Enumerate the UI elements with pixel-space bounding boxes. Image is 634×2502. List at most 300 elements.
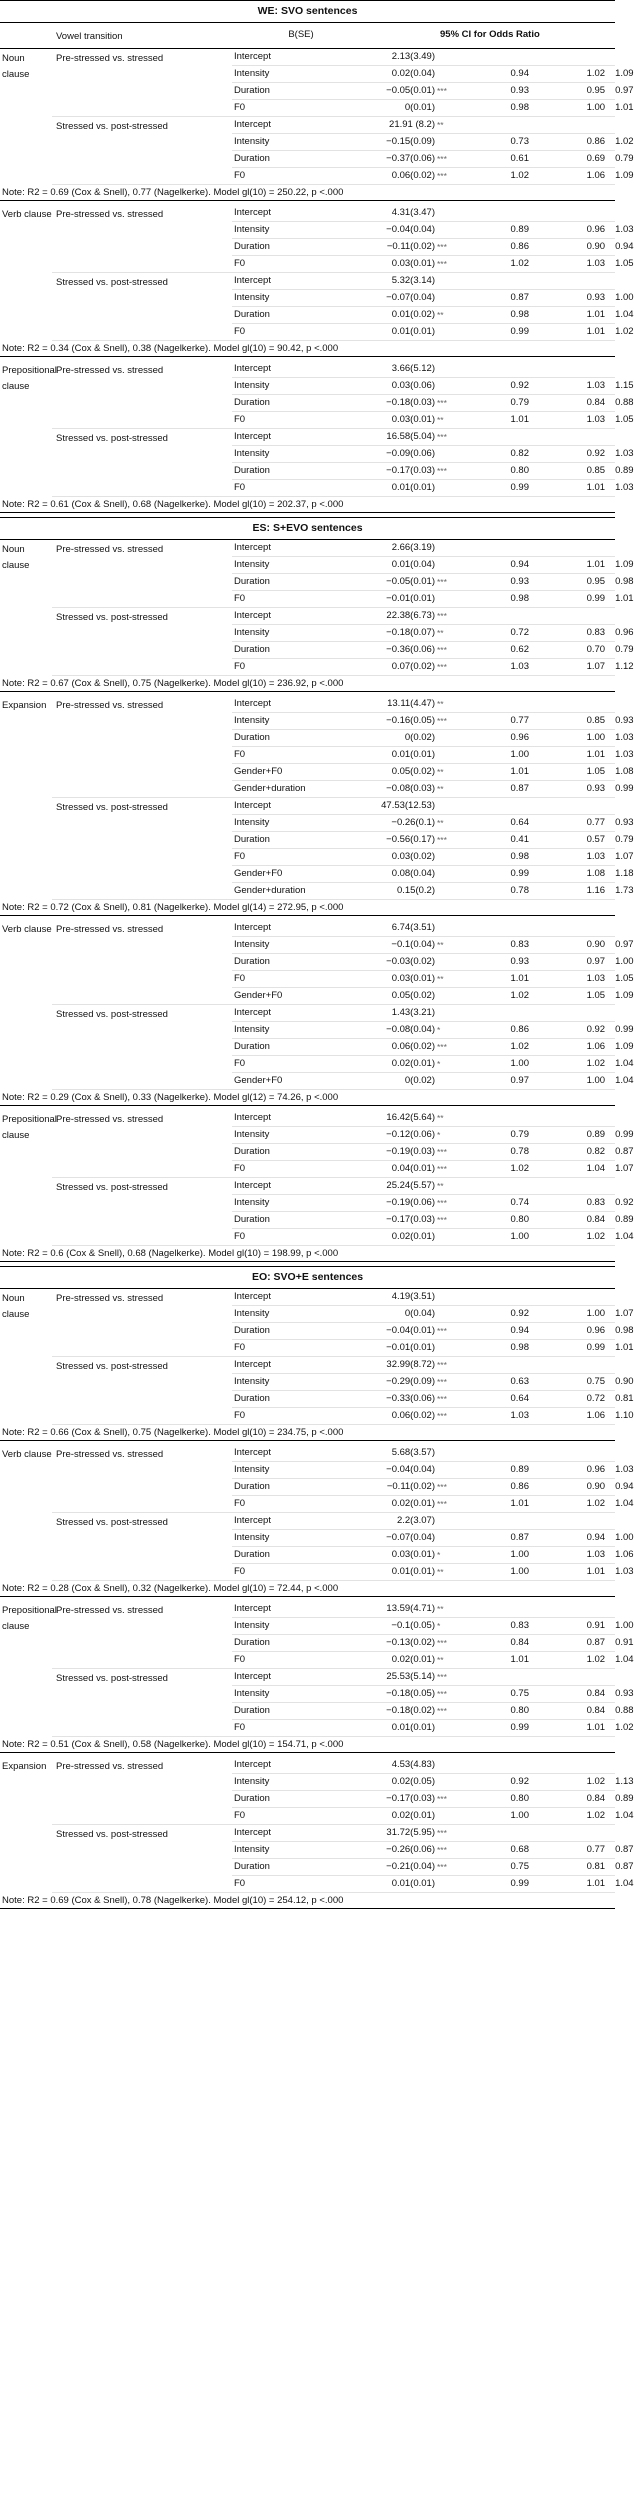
coefficient-cell: 1.43(3.21) (346, 1005, 436, 1022)
coefficient-cell: 25.53(5.14) (346, 1669, 436, 1686)
coefficient-cell: −0.16(0.05) (346, 713, 436, 730)
coefficient-cell: −0.01(0.01) (346, 1340, 436, 1357)
significance-cell (436, 205, 490, 222)
ci-lower-cell: 0.75 (490, 1859, 539, 1876)
vowel-transition-label: Pre-stressed vs. stressed (52, 1601, 232, 1669)
section-title: EO: SVO+E sentences (0, 1267, 615, 1289)
model-note-row (0, 1090, 615, 1106)
predictor-cell: Duration (232, 730, 346, 747)
table-row: Intensity −0.18(0.05) *** 0.75 0.84 0.93 (0, 1686, 615, 1703)
predictor-cell: Intensity (232, 625, 346, 642)
ci-lower-cell: 0.99 (490, 480, 539, 497)
coefficient-cell: −0.29(0.09) (346, 1374, 436, 1391)
odds-ratio-cell: 1.00 (539, 1306, 615, 1323)
table-row: Intensity 0.02(0.04) 0.94 1.02 1.09 (0, 66, 615, 83)
ci-lower-cell (490, 1757, 539, 1774)
table-row: F0 0.02(0.01) ** 1.01 1.02 1.04 (0, 1652, 615, 1669)
predictor-cell: Intercept (232, 540, 346, 557)
ci-lower-cell: 0.75 (490, 1686, 539, 1703)
ci-lower-cell: 1.01 (490, 412, 539, 429)
significance-cell: *** (436, 574, 490, 591)
ci-lower-cell: 0.98 (490, 307, 539, 324)
table-row: Intensity 0.01(0.04) 0.94 1.01 1.09 (0, 557, 615, 574)
predictor-cell: F0 (232, 168, 346, 185)
coefficient-cell: 0.03(0.01) (346, 412, 436, 429)
significance-cell: ** (436, 412, 490, 429)
odds-ratio-cell: 0.93 (539, 781, 615, 798)
clause-label: Noun clause (2, 1293, 30, 1320)
table-row: F0 0.01(0.01) 1.00 1.01 1.03 (0, 747, 615, 764)
odds-ratio-cell: 0.77 (539, 1842, 615, 1859)
coefficient-cell: 0.01(0.01) (346, 480, 436, 497)
odds-ratio-cell (539, 429, 615, 446)
odds-ratio-cell: 1.03 (539, 412, 615, 429)
table-row: Intensity −0.08(0.04) * 0.86 0.92 0.99 (0, 1022, 615, 1039)
table-row: F0 0.01(0.01) 0.99 1.01 1.02 (0, 1720, 615, 1737)
predictor-cell: Duration (232, 1144, 346, 1161)
predictor-cell: Intercept (232, 117, 346, 134)
model-note: Note: R2 = 0.66 (Cox & Snell), 0.75 (Nagelkerke). Model gl(10) = 234.75, p <.000 (0, 1425, 615, 1441)
coefficient-cell: −0.08(0.04) (346, 1022, 436, 1039)
significance-cell: ** (436, 1564, 490, 1581)
table-row (0, 1757, 615, 1774)
ci-lower-cell: 0.93 (490, 574, 539, 591)
predictor-cell: Intensity (232, 1195, 346, 1212)
predictor-cell: Duration (232, 151, 346, 168)
predictor-cell: Intensity (232, 222, 346, 239)
odds-ratio-cell: 0.92 (539, 1022, 615, 1039)
significance-cell (436, 798, 490, 815)
odds-ratio-cell: 1.08 (539, 866, 615, 883)
significance-cell (436, 1876, 490, 1893)
predictor-cell: Duration (232, 1479, 346, 1496)
coefficient-cell: −0.11(0.02) (346, 1479, 436, 1496)
coefficient-cell: −0.08(0.03) (346, 781, 436, 798)
odds-ratio-cell (539, 696, 615, 713)
predictor-cell: Duration (232, 954, 346, 971)
ci-lower-cell: 0.78 (490, 883, 539, 900)
vowel-transition-label: Stressed vs. post-stressed (52, 798, 232, 900)
vowel-transition-label: Stressed vs. post-stressed (52, 273, 232, 341)
table-row (0, 920, 615, 937)
predictor-cell: F0 (232, 1408, 346, 1425)
ci-lower-cell: 0.82 (490, 446, 539, 463)
ci-lower-cell: 0.72 (490, 625, 539, 642)
coefficient-cell: 2.13(3.49) (346, 49, 436, 66)
coefficient-cell: 4.19(3.51) (346, 1289, 436, 1306)
model-note: Note: R2 = 0.28 (Cox & Snell), 0.32 (Nagelkerke). Model gl(10) = 72.44, p <.000 (0, 1581, 615, 1597)
predictor-cell: Intercept (232, 696, 346, 713)
coefficient-cell: 31.72(5.95) (346, 1825, 436, 1842)
table-row: Intensity −0.12(0.06) * 0.79 0.89 0.99 (0, 1127, 615, 1144)
table-row (0, 1601, 615, 1618)
significance-cell: ** (436, 781, 490, 798)
coefficient-cell: 0.01(0.02) (346, 307, 436, 324)
significance-cell (436, 134, 490, 151)
predictor-cell: F0 (232, 1652, 346, 1669)
odds-ratio-cell (539, 1289, 615, 1306)
model-note: Note: R2 = 0.34 (Cox & Snell), 0.38 (Nagelkerke). Model gl(10) = 90.42, p <.000 (0, 341, 615, 357)
table-row: Intensity −0.16(0.05) *** 0.77 0.85 0.93 (0, 713, 615, 730)
table-row: Intensity −0.09(0.06) 0.82 0.92 1.03 (0, 446, 615, 463)
odds-ratio-cell: 1.02 (539, 1229, 615, 1246)
table-row (0, 1669, 615, 1686)
ci-lower-cell: 0.84 (490, 1635, 539, 1652)
ci-lower-cell: 1.00 (490, 1808, 539, 1825)
table-row: Duration −0.18(0.02) *** 0.80 0.84 0.88 (0, 1703, 615, 1720)
odds-ratio-cell: 1.02 (539, 1808, 615, 1825)
significance-cell (436, 1306, 490, 1323)
predictor-cell: Intensity (232, 1842, 346, 1859)
significance-cell (436, 1757, 490, 1774)
ci-lower-cell (490, 1669, 539, 1686)
odds-ratio-cell: 1.01 (539, 324, 615, 341)
odds-ratio-cell: 1.06 (539, 168, 615, 185)
table-row: Gender+duration −0.08(0.03) ** 0.87 0.93 0.99 (0, 781, 615, 798)
table-row: Duration −0.33(0.06) *** 0.64 0.72 0.81 (0, 1391, 615, 1408)
odds-ratio-cell: 1.02 (539, 66, 615, 83)
significance-cell: *** (436, 395, 490, 412)
table-row: Duration −0.37(0.06) *** 0.61 0.69 0.79 (0, 151, 615, 168)
section-header (0, 518, 615, 540)
predictor-cell: F0 (232, 480, 346, 497)
section-title: WE: SVO sentences (0, 1, 615, 23)
odds-ratio-cell: 1.00 (539, 730, 615, 747)
odds-ratio-cell (539, 1357, 615, 1374)
ci-lower-cell (490, 798, 539, 815)
coefficient-cell: 0.02(0.05) (346, 1774, 436, 1791)
table-row: Intensity −0.04(0.04) 0.89 0.96 1.03 (0, 222, 615, 239)
coefficient-cell: −0.26(0.06) (346, 1842, 436, 1859)
significance-cell: *** (436, 1323, 490, 1340)
odds-ratio-cell: 0.96 (539, 222, 615, 239)
coefficient-cell: 0(0.01) (346, 100, 436, 117)
predictor-cell: F0 (232, 256, 346, 273)
predictor-cell: Intercept (232, 1445, 346, 1462)
significance-cell (436, 1289, 490, 1306)
coefficient-cell: 0.06(0.02) (346, 168, 436, 185)
coefficient-cell: −0.33(0.06) (346, 1391, 436, 1408)
coefficient-cell: −0.21(0.04) (346, 1859, 436, 1876)
model-note-row (0, 900, 615, 916)
coefficient-cell: 0.08(0.04) (346, 866, 436, 883)
odds-ratio-cell: 0.89 (539, 1127, 615, 1144)
significance-cell: *** (436, 1479, 490, 1496)
ci-lower-cell: 0.99 (490, 1720, 539, 1737)
table-row: Intensity −0.19(0.06) *** 0.74 0.83 0.92 (0, 1195, 615, 1212)
column-header-row (0, 23, 615, 49)
section-title: ES: S+EVO sentences (0, 518, 615, 540)
significance-cell: ** (436, 117, 490, 134)
table-row: Duration −0.36(0.06) *** 0.62 0.70 0.79 (0, 642, 615, 659)
predictor-cell: Duration (232, 83, 346, 100)
coefficient-cell: 0.04(0.01) (346, 1161, 436, 1178)
significance-cell: *** (436, 1212, 490, 1229)
odds-ratio-cell (539, 1601, 615, 1618)
table-row: F0 −0.01(0.01) 0.98 0.99 1.01 (0, 591, 615, 608)
model-note: Note: R2 = 0.29 (Cox & Snell), 0.33 (Nagelkerke). Model gl(12) = 74.26, p <.000 (0, 1090, 615, 1106)
ci-lower-cell: 0.99 (490, 324, 539, 341)
odds-ratio-cell: 0.99 (539, 1340, 615, 1357)
predictor-cell: F0 (232, 659, 346, 676)
ci-lower-cell: 0.79 (490, 1127, 539, 1144)
significance-cell (436, 290, 490, 307)
ci-lower-cell (490, 1445, 539, 1462)
header-blank (0, 23, 52, 49)
coefficient-cell: 0.07(0.02) (346, 659, 436, 676)
odds-ratio-cell (539, 1445, 615, 1462)
significance-cell: *** (436, 151, 490, 168)
odds-ratio-cell: 0.91 (539, 1618, 615, 1635)
significance-cell (436, 849, 490, 866)
odds-ratio-cell: 1.00 (539, 100, 615, 117)
ci-lower-cell (490, 1825, 539, 1842)
predictor-cell: Intercept (232, 798, 346, 815)
odds-ratio-cell: 0.90 (539, 1479, 615, 1496)
predictor-cell: Intercept (232, 49, 346, 66)
table-row: Duration −0.03(0.02) 0.93 0.97 1.00 (0, 954, 615, 971)
odds-ratio-cell: 1.01 (539, 1564, 615, 1581)
significance-cell: *** (436, 239, 490, 256)
odds-ratio-cell: 0.57 (539, 832, 615, 849)
ci-lower-cell (490, 608, 539, 625)
significance-cell (436, 988, 490, 1005)
odds-ratio-cell: 1.16 (539, 883, 615, 900)
table-row: Gender+duration 0.15(0.2) 0.78 1.16 1.73 (0, 883, 615, 900)
ci-lower-cell: 0.62 (490, 642, 539, 659)
coefficient-cell: 0.01(0.04) (346, 557, 436, 574)
significance-cell: *** (436, 256, 490, 273)
significance-cell: *** (436, 1357, 490, 1374)
ci-lower-cell: 1.01 (490, 1496, 539, 1513)
predictor-cell: Gender+duration (232, 883, 346, 900)
odds-ratio-cell: 0.85 (539, 713, 615, 730)
coefficient-cell: −0.13(0.02) (346, 1635, 436, 1652)
odds-ratio-cell (539, 540, 615, 557)
predictor-cell: Duration (232, 395, 346, 412)
significance-cell: * (436, 1547, 490, 1564)
odds-ratio-cell (539, 49, 615, 66)
odds-ratio-cell (539, 798, 615, 815)
header-b-se: B(SE) (232, 23, 370, 49)
table-row: F0 0.03(0.02) 0.98 1.03 1.07 (0, 849, 615, 866)
significance-cell: * (436, 1618, 490, 1635)
section-header (0, 1267, 615, 1289)
table-row (0, 273, 615, 290)
predictor-cell: F0 (232, 1229, 346, 1246)
predictor-cell: Intercept (232, 1110, 346, 1127)
vowel-transition-label: Stressed vs. post-stressed (52, 1825, 232, 1893)
coefficient-cell: 0(0.02) (346, 730, 436, 747)
predictor-cell: Intensity (232, 815, 346, 832)
ci-lower-cell: 0.96 (490, 730, 539, 747)
coefficient-cell: 2.66(3.19) (346, 540, 436, 557)
coefficient-cell: −0.18(0.02) (346, 1703, 436, 1720)
table-row: Duration −0.04(0.01) *** 0.94 0.96 0.98 (0, 1323, 615, 1340)
model-note-row (0, 1893, 615, 1909)
predictor-cell: Duration (232, 1323, 346, 1340)
coefficient-cell: 0.06(0.02) (346, 1039, 436, 1056)
vowel-transition-label: Stressed vs. post-stressed (52, 1513, 232, 1581)
predictor-cell: Intensity (232, 1774, 346, 1791)
predictor-cell: F0 (232, 412, 346, 429)
model-note: Note: R2 = 0.51 (Cox & Snell), 0.58 (Nagelkerke). Model gl(10) = 154.71, p <.000 (0, 1737, 615, 1753)
predictor-cell: Duration (232, 239, 346, 256)
clause-label: Prepositional clause (2, 365, 57, 392)
predictor-cell: Intercept (232, 205, 346, 222)
ci-lower-cell: 0.97 (490, 1073, 539, 1090)
predictor-cell: Intensity (232, 1530, 346, 1547)
predictor-cell: Intensity (232, 1618, 346, 1635)
odds-ratio-cell: 0.96 (539, 1462, 615, 1479)
coefficient-cell: 0(0.04) (346, 1306, 436, 1323)
significance-cell (436, 866, 490, 883)
significance-cell: *** (436, 1161, 490, 1178)
coefficient-cell: 0.02(0.04) (346, 66, 436, 83)
coefficient-cell: 3.66(5.12) (346, 361, 436, 378)
table-row: Gender+F0 0.05(0.02) ** 1.01 1.05 1.08 (0, 764, 615, 781)
table-row (0, 1289, 615, 1306)
ci-lower-cell (490, 361, 539, 378)
table-row: Duration −0.11(0.02) *** 0.86 0.90 0.94 (0, 239, 615, 256)
model-note-row (0, 676, 615, 692)
coefficient-cell: −0.37(0.06) (346, 151, 436, 168)
significance-cell (436, 378, 490, 395)
predictor-cell: F0 (232, 1720, 346, 1737)
coefficient-cell: 4.31(3.47) (346, 205, 436, 222)
odds-ratio-cell: 0.92 (539, 446, 615, 463)
significance-cell: *** (436, 1686, 490, 1703)
significance-cell: *** (436, 1374, 490, 1391)
coefficient-cell: −0.1(0.04) (346, 937, 436, 954)
ci-lower-cell: 1.03 (490, 1408, 539, 1425)
table-row: F0 0.02(0.01) 1.00 1.02 1.04 (0, 1229, 615, 1246)
significance-cell: ** (436, 1178, 490, 1195)
odds-ratio-cell: 1.03 (539, 971, 615, 988)
odds-ratio-cell: 1.06 (539, 1039, 615, 1056)
odds-ratio-cell: 1.05 (539, 764, 615, 781)
odds-ratio-cell: 1.07 (539, 659, 615, 676)
vowel-transition-label: Stressed vs. post-stressed (52, 1669, 232, 1737)
table-row: F0 0.01(0.01) 0.99 1.01 1.02 (0, 324, 615, 341)
ci-lower-cell: 0.73 (490, 134, 539, 151)
odds-ratio-cell (539, 1513, 615, 1530)
table-row: Gender+F0 0(0.02) 0.97 1.00 1.04 (0, 1073, 615, 1090)
significance-cell: * (436, 1022, 490, 1039)
ci-lower-cell: 0.80 (490, 463, 539, 480)
ci-lower-cell (490, 696, 539, 713)
predictor-cell: Gender+duration (232, 781, 346, 798)
odds-ratio-cell (539, 1825, 615, 1842)
odds-ratio-cell (539, 1669, 615, 1686)
coefficient-cell: −0.26(0.1) (346, 815, 436, 832)
odds-ratio-cell: 1.01 (539, 1720, 615, 1737)
predictor-cell: Intercept (232, 1757, 346, 1774)
table-row (0, 1005, 615, 1022)
table-row (0, 361, 615, 378)
table-row: Duration −0.05(0.01) *** 0.93 0.95 0.97 (0, 83, 615, 100)
header-vowel-transition: Vowel transition (52, 23, 232, 49)
ci-lower-cell: 0.98 (490, 849, 539, 866)
ci-lower-cell: 0.83 (490, 937, 539, 954)
coefficient-cell: −0.18(0.03) (346, 395, 436, 412)
significance-cell (436, 540, 490, 557)
significance-cell: *** (436, 168, 490, 185)
predictor-cell: F0 (232, 591, 346, 608)
significance-cell: *** (436, 1825, 490, 1842)
table-row: F0 0.06(0.02) *** 1.02 1.06 1.09 (0, 168, 615, 185)
coefficient-cell: 6.74(3.51) (346, 920, 436, 937)
odds-ratio-cell: 1.03 (539, 256, 615, 273)
coefficient-cell: 4.53(4.83) (346, 1757, 436, 1774)
predictor-cell: Intensity (232, 378, 346, 395)
odds-ratio-cell: 0.94 (539, 1530, 615, 1547)
coefficient-cell: −0.15(0.09) (346, 134, 436, 151)
coefficient-cell: 0.01(0.01) (346, 1720, 436, 1737)
predictor-cell: Intensity (232, 134, 346, 151)
table-row: F0 0.03(0.01) *** 1.02 1.03 1.05 (0, 256, 615, 273)
ci-lower-cell: 0.41 (490, 832, 539, 849)
table-row: F0 0.06(0.02) *** 1.03 1.06 1.10 (0, 1408, 615, 1425)
odds-ratio-cell: 1.01 (539, 1876, 615, 1893)
table-row (0, 49, 615, 66)
table-row: F0 0.04(0.01) *** 1.02 1.04 1.07 (0, 1161, 615, 1178)
odds-ratio-cell: 0.84 (539, 1686, 615, 1703)
predictor-cell: F0 (232, 1876, 346, 1893)
significance-cell: ** (436, 937, 490, 954)
table-row: Duration −0.56(0.17) *** 0.41 0.57 0.79 (0, 832, 615, 849)
significance-cell: *** (436, 83, 490, 100)
table-row: Duration −0.05(0.01) *** 0.93 0.95 0.98 (0, 574, 615, 591)
predictor-cell: F0 (232, 1808, 346, 1825)
predictor-cell: F0 (232, 1340, 346, 1357)
coefficient-cell: 16.58(5.04) (346, 429, 436, 446)
coefficient-cell: 0.01(0.01) (346, 1564, 436, 1581)
ci-lower-cell (490, 1289, 539, 1306)
predictor-cell: F0 (232, 1161, 346, 1178)
significance-cell: *** (436, 463, 490, 480)
significance-cell: *** (436, 713, 490, 730)
ci-lower-cell: 0.89 (490, 222, 539, 239)
predictor-cell: Intensity (232, 1306, 346, 1323)
odds-ratio-cell: 0.90 (539, 239, 615, 256)
vowel-transition-label: Pre-stressed vs. stressed (52, 49, 232, 117)
predictor-cell: F0 (232, 1564, 346, 1581)
significance-cell (436, 480, 490, 497)
significance-cell: *** (436, 608, 490, 625)
clause-label: Expansion (2, 700, 47, 711)
vowel-transition-label: Pre-stressed vs. stressed (52, 1289, 232, 1357)
ci-lower-cell: 0.86 (490, 1479, 539, 1496)
ci-lower-cell: 1.00 (490, 1547, 539, 1564)
model-note: Note: R2 = 0.61 (Cox & Snell), 0.68 (Nagelkerke). Model gl(10) = 202.37, p <.000 (0, 497, 615, 513)
odds-ratio-cell: 1.02 (539, 1496, 615, 1513)
ci-lower-cell (490, 49, 539, 66)
coefficient-cell: 0.01(0.01) (346, 1876, 436, 1893)
coefficient-cell: 0.03(0.01) (346, 971, 436, 988)
coefficient-cell: 0.06(0.02) (346, 1408, 436, 1425)
vowel-transition-label: Pre-stressed vs. stressed (52, 361, 232, 429)
predictor-cell: F0 (232, 1496, 346, 1513)
model-note: Note: R2 = 0.72 (Cox & Snell), 0.81 (Nagelkerke). Model gl(14) = 272.95, p <.000 (0, 900, 615, 916)
vowel-transition-label: Pre-stressed vs. stressed (52, 1445, 232, 1513)
table-row: Duration −0.21(0.04) *** 0.75 0.81 0.87 (0, 1859, 615, 1876)
ci-lower-cell: 1.03 (490, 659, 539, 676)
table-row: F0 0.01(0.01) 0.99 1.01 1.03 (0, 480, 615, 497)
odds-ratio-cell: 0.90 (539, 937, 615, 954)
table-row: Duration 0.01(0.02) ** 0.98 1.01 1.04 (0, 307, 615, 324)
ci-lower-cell: 0.63 (490, 1374, 539, 1391)
